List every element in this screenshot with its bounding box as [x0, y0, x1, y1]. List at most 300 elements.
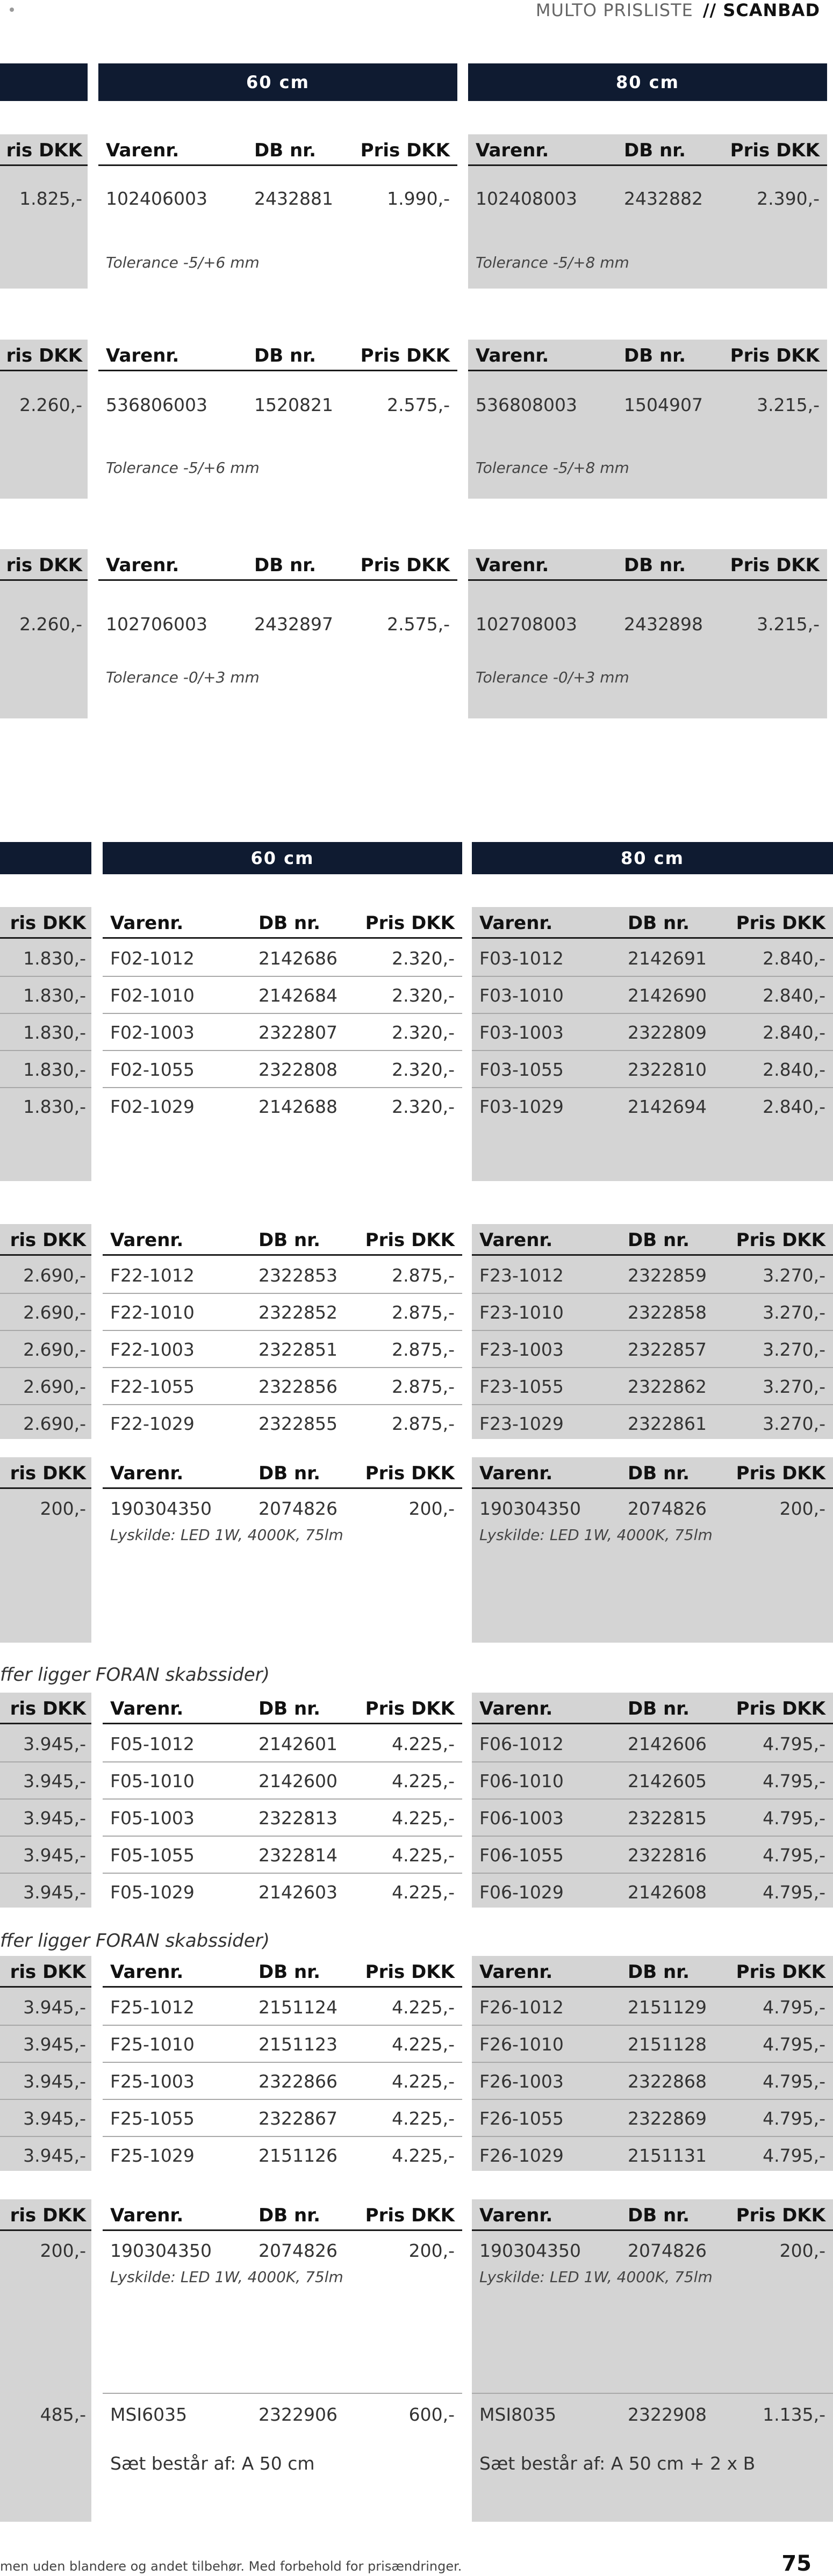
- table-header: [103, 1224, 462, 1256]
- price-cell: 2.840,-: [763, 948, 825, 969]
- price-cell: 2.320,-: [392, 1059, 455, 1080]
- tolerance-note: Tolerance -5/+8 mm: [476, 459, 629, 477]
- table-row: [472, 1013, 833, 1051]
- price-cell: 200,-: [408, 1498, 455, 1519]
- col-header-varenr: Varenr.: [479, 912, 553, 934]
- varenr-cell: 190304350: [110, 2240, 212, 2261]
- set-contents-note: Sæt består af: A 50 cm + 2 x B: [479, 2453, 756, 2474]
- varenr-cell: F26-1055: [479, 2108, 564, 2129]
- table-header: [0, 1693, 91, 1724]
- top-g1-80: [468, 134, 827, 289]
- col-header-pris: Pris DKK: [736, 1698, 825, 1719]
- price-cell: 2.875,-: [392, 1413, 455, 1434]
- band-80cm-bottom: 80 cm: [472, 842, 833, 874]
- dbnr-cell: 2322861: [628, 1413, 707, 1434]
- col-header-dbnr: DB nr.: [258, 2205, 321, 2226]
- varenr-cell: 102408003: [476, 188, 577, 209]
- varenr-cell: F25-1012: [110, 1997, 195, 2018]
- top-g2-80: [468, 340, 827, 499]
- varenr-cell: F05-1029: [110, 1882, 195, 1903]
- varenr-cell: F03-1012: [479, 948, 564, 969]
- table-row: [103, 1873, 462, 1910]
- table-row: [103, 2062, 462, 2100]
- col-header-dbnr: DB nr.: [628, 1961, 690, 1983]
- col-header-pris: ris DKK: [10, 912, 86, 934]
- col-header-pris: Pris DKK: [730, 555, 820, 576]
- g6-c60-panel: [103, 2199, 462, 2522]
- col-header-pris: Pris DKK: [736, 912, 825, 934]
- price-cell: 4.225,-: [392, 2108, 455, 2129]
- table-row: [103, 1256, 462, 1294]
- dbnr-cell: 2142606: [628, 1733, 707, 1754]
- table-row: [0, 1799, 91, 1837]
- table-row: [0, 1330, 91, 1368]
- price-cell: 4.795,-: [763, 1882, 825, 1903]
- table-row: [103, 1836, 462, 1874]
- header-title: MULTO PRISLISTE: [535, 0, 693, 20]
- varenr-cell: F06-1010: [479, 1771, 564, 1791]
- price-cell: 2.875,-: [392, 1265, 455, 1286]
- col-header-dbnr: DB nr.: [628, 1698, 690, 1719]
- table-row: [0, 1368, 91, 1405]
- col-header-pris: Pris DKK: [736, 1463, 825, 1484]
- price-cell: 2.690,-: [23, 1302, 86, 1323]
- varenr-cell: 536806003: [106, 394, 207, 415]
- price-cell: 1.830,-: [23, 1059, 86, 1080]
- price-cell: 3.270,-: [763, 1413, 825, 1434]
- dbnr-cell: 2432898: [624, 614, 703, 635]
- price-cell: 4.795,-: [763, 1733, 825, 1754]
- price-cell: 1.830,-: [23, 1022, 86, 1043]
- price-cell: 2.690,-: [23, 1339, 86, 1360]
- table-row: [0, 1256, 91, 1294]
- price-cell: 485,-: [40, 2404, 86, 2425]
- table-row: [0, 1405, 91, 1441]
- table-header: [472, 2199, 833, 2231]
- g6-c80-panel: [472, 2199, 833, 2522]
- price-cell: 200,-: [779, 1498, 825, 1519]
- g1-c80-panel: [472, 907, 833, 1181]
- price-cell: 4.795,-: [763, 2071, 825, 2092]
- table-header: [103, 1457, 462, 1489]
- col-header-pris: Pris DKK: [365, 912, 455, 934]
- table-row: [103, 2025, 462, 2063]
- price-cell: 3.215,-: [757, 614, 820, 635]
- price-cell: 600,-: [408, 2404, 455, 2425]
- top-g3-60: [98, 549, 457, 718]
- varenr-cell: F05-1012: [110, 1733, 195, 1754]
- dbnr-cell: 2151123: [258, 2034, 337, 2055]
- col-header-pris: Pris DKK: [365, 1463, 455, 1484]
- dbnr-cell: 2142600: [258, 1771, 337, 1791]
- table-row: [472, 1490, 833, 1526]
- g2-c60-panel: [103, 1224, 462, 1439]
- col-header-pris: Pris DKK: [365, 1698, 455, 1719]
- dbnr-cell: 2151124: [258, 1997, 337, 2018]
- dbnr-cell: 2322807: [258, 1022, 337, 1043]
- table-header: [472, 907, 833, 939]
- col-header-dbnr: DB nr.: [258, 1463, 321, 1484]
- price-cell: 4.225,-: [392, 2145, 455, 2166]
- tolerance-note: Tolerance -0/+3 mm: [476, 668, 629, 686]
- varenr-cell: 190304350: [479, 2240, 581, 2261]
- footer-disclaimer: men uden blandere og andet tilbehør. Med forbehold for prisændringer.: [0, 2559, 462, 2574]
- table-row: [472, 1368, 833, 1405]
- col-header-dbnr: DB nr.: [258, 1698, 321, 1719]
- price-cell: 4.795,-: [763, 1808, 825, 1829]
- price-cell: 3.945,-: [23, 2145, 86, 2166]
- dbnr-cell: 2322809: [628, 1022, 707, 1043]
- table-row: [0, 976, 91, 1014]
- dbnr-cell: 2151128: [628, 2034, 707, 2055]
- dbnr-cell: 2151126: [258, 2145, 337, 2166]
- price-cell: 3.945,-: [23, 1997, 86, 2018]
- col-header-pris: ris DKK: [6, 345, 82, 366]
- varenr-cell: 102706003: [106, 614, 207, 635]
- col-header-varenr: Varenr.: [110, 912, 184, 934]
- price-cell: 200,-: [779, 2240, 825, 2261]
- table-header: [0, 1457, 91, 1489]
- dbnr-cell: 2322852: [258, 1302, 337, 1323]
- band-60cm-bottom: 60 cm: [103, 842, 462, 874]
- table-row: [472, 2232, 833, 2268]
- table-row: [0, 1836, 91, 1874]
- g3-left-panel: [0, 1457, 91, 1643]
- table-row: [103, 1293, 462, 1331]
- price-cell: 1.990,-: [387, 188, 450, 209]
- varenr-cell: F25-1029: [110, 2145, 195, 2166]
- varenr-cell: F03-1010: [479, 985, 564, 1006]
- varenr-cell: 190304350: [479, 1498, 581, 1519]
- dbnr-cell: 2322853: [258, 1265, 337, 1286]
- dbnr-cell: 2142608: [628, 1882, 707, 1903]
- band-left-bottom: [0, 842, 91, 874]
- g4-c60-panel: [103, 1693, 462, 1908]
- table-header: [472, 1693, 833, 1724]
- price-cell: 3.270,-: [763, 1376, 825, 1397]
- col-header-varenr: Varenr.: [479, 1961, 553, 1983]
- table-header: [103, 907, 462, 939]
- price-cell: 4.225,-: [392, 1882, 455, 1903]
- col-header-dbnr: DB nr.: [258, 1961, 321, 1983]
- col-header-pris: ris DKK: [10, 2205, 86, 2226]
- table-row: [103, 1013, 462, 1051]
- dbnr-cell: 2074826: [628, 1498, 707, 1519]
- varenr-cell: F25-1003: [110, 2071, 195, 2092]
- g1-c60-panel: [103, 907, 462, 1181]
- dbnr-cell: 2322816: [628, 1845, 707, 1866]
- table-row: [0, 2395, 91, 2432]
- table-row: [0, 2099, 91, 2137]
- dbnr-cell: 2142690: [628, 985, 707, 1006]
- col-header-varenr: Varenr.: [106, 140, 179, 161]
- col-header-pris: Pris DKK: [736, 1961, 825, 1983]
- varenr-cell: F06-1029: [479, 1882, 564, 1903]
- table-row: [472, 1762, 833, 1800]
- dbnr-cell: 2074826: [258, 2240, 337, 2261]
- table-row: [0, 2025, 91, 2063]
- table-row: [472, 976, 833, 1014]
- col-header-dbnr: DB nr.: [254, 140, 317, 161]
- dbnr-cell: 2142603: [258, 1882, 337, 1903]
- col-header-varenr: Varenr.: [476, 555, 549, 576]
- table-header: [472, 1224, 833, 1256]
- col-header-pris: Pris DKK: [360, 555, 450, 576]
- varenr-cell: F22-1012: [110, 1265, 195, 1286]
- col-header-varenr: Varenr.: [479, 1698, 553, 1719]
- tolerance-note: Tolerance -0/+3 mm: [106, 668, 260, 686]
- table-row: [103, 976, 462, 1014]
- table-row: [0, 2136, 91, 2173]
- table-header: [0, 2199, 91, 2231]
- table-row: [472, 2062, 833, 2100]
- dbnr-cell: 2322810: [628, 1059, 707, 1080]
- price-cell: 1.135,-: [763, 2404, 825, 2425]
- col-header-pris: ris DKK: [10, 1463, 86, 1484]
- varenr-cell: F22-1029: [110, 1413, 195, 1434]
- col-header-pris: Pris DKK: [730, 345, 820, 366]
- table-header: [0, 907, 91, 939]
- dbnr-cell: 2322851: [258, 1339, 337, 1360]
- col-header-pris: Pris DKK: [365, 1961, 455, 1983]
- table-row: [103, 2395, 462, 2432]
- varenr-cell: 190304350: [110, 1498, 212, 1519]
- price-cell: 2.390,-: [757, 188, 820, 209]
- col-header-dbnr: DB nr.: [628, 1463, 690, 1484]
- price-cell: 2.875,-: [392, 1376, 455, 1397]
- g2-c80-panel: [472, 1224, 833, 1439]
- price-cell: 2.875,-: [392, 1302, 455, 1323]
- table-header: [103, 2199, 462, 2231]
- varenr-cell: F05-1055: [110, 1845, 195, 1866]
- col-header-varenr: Varenr.: [476, 345, 549, 366]
- varenr-cell: F26-1012: [479, 1997, 564, 2018]
- dbnr-cell: 2432881: [254, 188, 333, 209]
- col-header-dbnr: DB nr.: [628, 912, 690, 934]
- varenr-cell: F25-1055: [110, 2108, 195, 2129]
- table-row: [103, 939, 462, 977]
- table-row: [103, 2232, 462, 2268]
- g3-c60-panel: [103, 1457, 462, 1643]
- varenr-cell: F03-1055: [479, 1059, 564, 1080]
- table-row: [103, 1762, 462, 1800]
- table-row: [103, 1490, 462, 1526]
- price-cell: 4.225,-: [392, 1771, 455, 1791]
- dbnr-cell: 2322858: [628, 1302, 707, 1323]
- g2-left-panel: [0, 1224, 91, 1439]
- col-header-pris: Pris DKK: [730, 140, 820, 161]
- table-row: [0, 1013, 91, 1051]
- dbnr-cell: 2142688: [258, 1096, 337, 1117]
- varenr-cell: F23-1055: [479, 1376, 564, 1397]
- table-row: [103, 1988, 462, 2026]
- table-row: [472, 2025, 833, 2063]
- page-number: 75: [781, 2551, 812, 2576]
- divider: [472, 2393, 833, 2394]
- table-row: [0, 1988, 91, 2026]
- col-header-pris: ris DKK: [10, 1961, 86, 1983]
- light-source-note: Lyskilde: LED 1W, 4000K, 75lm: [479, 1526, 713, 1544]
- tolerance-note: Tolerance -5/+6 mm: [106, 459, 260, 477]
- varenr-cell: F02-1029: [110, 1096, 195, 1117]
- dbnr-cell: 1520821: [254, 394, 333, 415]
- dbnr-cell: 2322906: [258, 2404, 337, 2425]
- varenr-cell: F06-1012: [479, 1733, 564, 1754]
- table-row: [0, 2062, 91, 2100]
- price-cell: 4.795,-: [763, 1845, 825, 1866]
- g6-left-panel: [0, 2199, 91, 2522]
- table-row: [472, 1873, 833, 1910]
- price-cell: 2.690,-: [23, 1265, 86, 1286]
- dbnr-cell: 2322815: [628, 1808, 707, 1829]
- dbnr-cell: 2151129: [628, 1997, 707, 2018]
- price-cell: 3.215,-: [757, 394, 820, 415]
- price-cell: 200,-: [408, 2240, 455, 2261]
- varenr-cell: F06-1003: [479, 1808, 564, 1829]
- col-header-pris: ris DKK: [10, 1698, 86, 1719]
- dbnr-cell: 2322862: [628, 1376, 707, 1397]
- table-row: [0, 1873, 91, 1910]
- col-header-dbnr: DB nr.: [628, 2205, 690, 2226]
- header-brand: SCANBAD: [723, 0, 820, 20]
- dbnr-cell: 2322869: [628, 2108, 707, 2129]
- table-row: [472, 1799, 833, 1837]
- top-g1-60: [98, 134, 457, 289]
- price-cell: 3.945,-: [23, 1808, 86, 1829]
- price-cell: 4.225,-: [392, 1808, 455, 1829]
- col-header-dbnr: DB nr.: [258, 1229, 321, 1251]
- table-header: [472, 1956, 833, 1988]
- header-dot: [10, 8, 14, 12]
- col-header-varenr: Varenr.: [110, 1698, 184, 1719]
- dbnr-cell: 2322859: [628, 1265, 707, 1286]
- band-60cm-top: 60 cm: [98, 63, 457, 101]
- col-header-varenr: Varenr.: [110, 1961, 184, 1983]
- g5-c60-panel: [103, 1956, 462, 2171]
- tolerance-note: Tolerance -5/+6 mm: [106, 254, 260, 271]
- varenr-cell: F26-1010: [479, 2034, 564, 2055]
- table-row: [472, 1988, 833, 2026]
- price-cell: 2.840,-: [763, 1059, 825, 1080]
- dbnr-cell: 2142684: [258, 985, 337, 1006]
- price-cell: 3.945,-: [23, 2034, 86, 2055]
- table-row: [472, 1836, 833, 1874]
- dbnr-cell: 2322857: [628, 1339, 707, 1360]
- price-cell: 4.225,-: [392, 2034, 455, 2055]
- col-header-dbnr: DB nr.: [624, 345, 686, 366]
- col-header-dbnr: DB nr.: [254, 555, 317, 576]
- table-row: [0, 939, 91, 977]
- table-header: [0, 1956, 91, 1988]
- col-header-varenr: Varenr.: [479, 2205, 553, 2226]
- header-separator: //: [702, 0, 717, 20]
- col-header-varenr: Varenr.: [110, 1463, 184, 1484]
- col-header-varenr: Varenr.: [106, 345, 179, 366]
- price-cell: 2.840,-: [763, 1096, 825, 1117]
- col-header-pris: ris DKK: [10, 1229, 86, 1251]
- varenr-cell: F05-1003: [110, 1808, 195, 1829]
- price-cell: 4.225,-: [392, 2071, 455, 2092]
- table-row: [472, 2136, 833, 2173]
- varenr-cell: F22-1055: [110, 1376, 195, 1397]
- dbnr-cell: 2142601: [258, 1733, 337, 1754]
- col-header-varenr: Varenr.: [110, 2205, 184, 2226]
- col-header-varenr: Varenr.: [110, 1229, 184, 1251]
- price-cell: 1.830,-: [23, 1096, 86, 1117]
- price-cell: 3.945,-: [23, 1771, 86, 1791]
- dbnr-cell: 2322814: [258, 1845, 337, 1866]
- table-row: [472, 1050, 833, 1088]
- table-row: [472, 1256, 833, 1294]
- price-cell: 3.270,-: [763, 1302, 825, 1323]
- dbnr-cell: 2322855: [258, 1413, 337, 1434]
- top-g2-left: [0, 340, 88, 499]
- table-row: [472, 2395, 833, 2432]
- price-cell: 4.795,-: [763, 2034, 825, 2055]
- price-cell: 3.270,-: [763, 1265, 825, 1286]
- varenr-cell: F26-1029: [479, 2145, 564, 2166]
- varenr-cell: F23-1010: [479, 1302, 564, 1323]
- varenr-cell: F02-1003: [110, 1022, 195, 1043]
- table-row: [472, 1725, 833, 1762]
- varenr-cell: F05-1010: [110, 1771, 195, 1791]
- table-row: [472, 1405, 833, 1441]
- price-cell: 2.320,-: [392, 1022, 455, 1043]
- price-cell: 200,-: [40, 1498, 86, 1519]
- price-cell: 2.840,-: [763, 1022, 825, 1043]
- table-row: [103, 1405, 462, 1441]
- col-header-pris: Pris DKK: [365, 2205, 455, 2226]
- table-row: [0, 1725, 91, 1762]
- col-header-varenr: Varenr.: [479, 1229, 553, 1251]
- top-g3-80: [468, 549, 827, 718]
- table-row: [103, 1330, 462, 1368]
- varenr-cell: 102708003: [476, 614, 577, 635]
- varenr-cell: F03-1003: [479, 1022, 564, 1043]
- table-header: [103, 1693, 462, 1724]
- table-row: [0, 2232, 91, 2268]
- col-header-pris: Pris DKK: [736, 2205, 825, 2226]
- table-row: [0, 1050, 91, 1088]
- g1-left-panel: [0, 907, 91, 1181]
- varenr-cell: F02-1055: [110, 1059, 195, 1080]
- price-cell: 2.320,-: [392, 1096, 455, 1117]
- price-cell: 4.225,-: [392, 1997, 455, 2018]
- price-cell: 3.945,-: [23, 1882, 86, 1903]
- col-header-dbnr: DB nr.: [628, 1229, 690, 1251]
- table-row: [472, 1293, 833, 1331]
- dbnr-cell: 2142686: [258, 948, 337, 969]
- page-header: [536, 0, 820, 20]
- price-cell: 2.320,-: [392, 948, 455, 969]
- price-cell: 2.840,-: [763, 985, 825, 1006]
- varenr-cell: F25-1010: [110, 2034, 195, 2055]
- varenr-cell: MSI8035: [479, 2404, 557, 2425]
- varenr-cell: F23-1012: [479, 1265, 564, 1286]
- table-row: [103, 1799, 462, 1837]
- dbnr-cell: 2322867: [258, 2108, 337, 2129]
- varenr-cell: 102406003: [106, 188, 207, 209]
- price-cell: 2.320,-: [392, 985, 455, 1006]
- col-header-dbnr: DB nr.: [258, 912, 321, 934]
- divider: [103, 2393, 462, 2394]
- price-cell: 2.690,-: [23, 1413, 86, 1434]
- dbnr-cell: 2151131: [628, 2145, 707, 2166]
- g5-c80-panel: [472, 1956, 833, 2171]
- dbnr-cell: 2432882: [624, 188, 703, 209]
- col-header-varenr: Varenr.: [476, 140, 549, 161]
- price-cell: 1.830,-: [23, 948, 86, 969]
